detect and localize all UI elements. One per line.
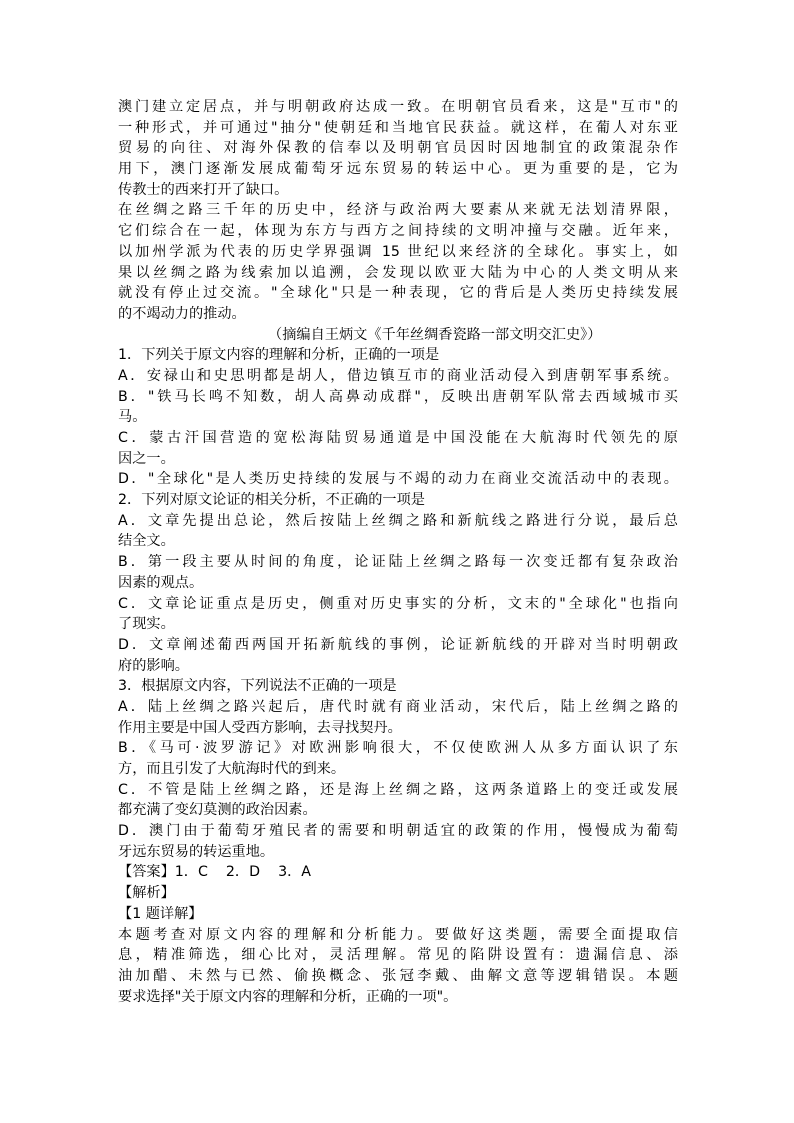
option-line: C．文章论证重点是历史，侧重对历史事实的分析，文末的"全球化"也指向 [118, 595, 678, 612]
option-line: 了现实。 [118, 616, 175, 633]
option-line: 结全文。 [118, 533, 175, 550]
question-stem: 2．下列对原文论证的相关分析，不正确的一项是 [118, 492, 425, 509]
text-line: 贸易的向往、对海外保教的信奉以及明朝官员因时因地制宜的政策混杂作 [118, 140, 678, 157]
option-line: B．"铁马长鸣不知数，胡人高鼻动成群"，反映出唐朝军队常去西域城市买 [118, 388, 678, 405]
text-line: 用下，澳门逐渐发展成葡萄牙远东贸易的转运中心。更为重要的是，它为 [118, 161, 678, 178]
analysis-heading: 【解析】 [118, 885, 175, 902]
option-line: 马。 [118, 409, 147, 426]
option-line: 府的影响。 [118, 657, 189, 674]
text-line: 一种形式，并可通过"抽分"使朝廷和当地官民获益。就这样，在葡人对东亚 [118, 119, 678, 136]
option-line: 牙远东贸易的转运重地。 [118, 843, 275, 860]
answer-line: 【答案】1．C 2．D 3．A [118, 864, 312, 881]
source-citation: （摘编自王炳文《千年丝绸香瓷路一部文明交汇史》） [268, 326, 602, 343]
document-body [118, 97, 678, 1007]
text-line: 本题考查对原文内容的理解和分析能力。要做好这类题，需要全面提取信 [118, 926, 678, 943]
text-line: 息，精准筛选，细心比对，灵活理解。常见的陷阱设置有：遗漏信息、添 [118, 947, 678, 964]
question-stem: 3．根据原文内容，下列说法不正确的一项是 [118, 678, 397, 695]
option-line: 因素的观点。 [118, 574, 204, 591]
text-line: 传教士的西来打开了缺口。 [118, 181, 289, 198]
text-line: 油加醋、未然与已然、偷换概念、张冠李戴、曲解文意等逻辑错误。本题 [118, 967, 678, 984]
option-line: 作用主要是中国人受西方影响，去寻找契丹。 [118, 719, 402, 736]
text-line: 澳门建立定居点，并与明朝政府达成一致。在明朝官员看来，这是"互市"的 [118, 99, 678, 115]
option-line: B．《马可·波罗游记》对欧洲影响很大，不仅使欧洲人从多方面认识了东 [118, 740, 678, 757]
detail-heading: 【1 题详解】 [118, 905, 203, 922]
option-line: A．安禄山和史思明都是胡人，借边镇互市的商业活动侵入到唐朝军事系统。 [118, 367, 678, 384]
option-line: A．文章先提出总论，然后按陆上丝绸之路和新航线之路进行分说，最后总 [118, 512, 678, 529]
text-line: 它们综合在一起，体现为东方与西方之间持续的文明冲撞与交融。近年来， [118, 223, 678, 240]
text-line: 以加州学派为代表的历史学界强调 15 世纪以来经济的全球化。事实上，如 [118, 243, 678, 260]
text-line: 果以丝绸之路为线索加以追溯，会发现以欧亚大陆为中心的人类文明从来 [118, 264, 678, 281]
text-line: 的不竭动力的推动。 [118, 305, 246, 322]
option-line: 方，而且引发了大航海时代的到来。 [118, 761, 346, 777]
option-line: D．文章阐述葡西两国开拓新航线的事例，论证新航线的开辟对当时明朝政 [118, 636, 678, 653]
text-line: 在丝绸之路三千年的历史中，经济与政治两大要素从来就无法划清界限， [118, 202, 678, 219]
option-line: D．"全球化"是人类历史持续的发展与不竭的动力在商业交流活动中的表现。 [118, 471, 678, 488]
option-line: 都充满了变幻莫测的政治因素。 [118, 802, 317, 819]
option-line: B．第一段主要从时间的角度，论证陆上丝绸之路每一次变迁都有复杂政治 [118, 554, 678, 571]
question-stem: 1．下列关于原文内容的理解和分析，正确的一项是 [118, 347, 440, 364]
option-line: C．不管是陆上丝绸之路，还是海上丝绸之路，这两条道路上的变迁或发展 [118, 781, 678, 798]
option-line: 因之一。 [118, 450, 175, 467]
text-line: 就没有停止过交流。"全球化"只是一种表现，它的背后是人类历史持续发展 [118, 285, 678, 302]
text-line: 要求选择"关于原文内容的理解和分析，正确的一项"。 [118, 988, 458, 1005]
option-line: D．澳门由于葡萄牙殖民者的需要和明朝适宜的政策的作用，慢慢成为葡萄 [118, 823, 678, 840]
option-line: C．蒙古汗国营造的宽松海陆贸易通道是中国没能在大航海时代领先的原 [118, 430, 678, 446]
option-line: A．陆上丝绸之路兴起后，唐代时就有商业活动，宋代后，陆上丝绸之路的 [118, 698, 678, 715]
